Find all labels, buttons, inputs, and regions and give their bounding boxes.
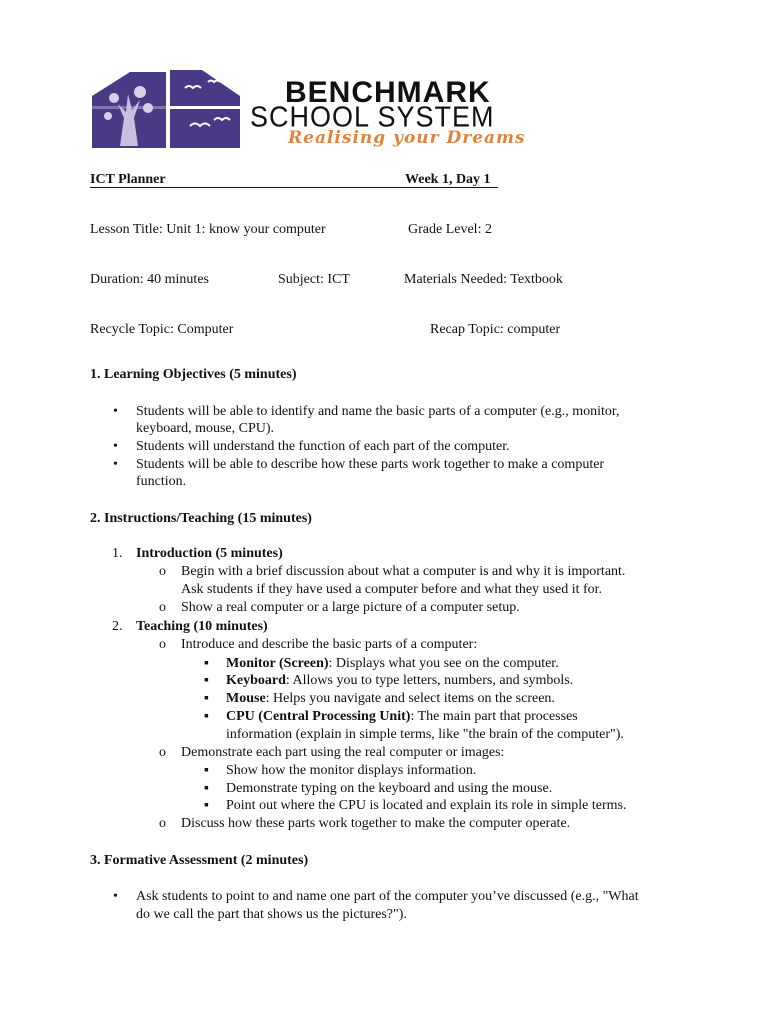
demo-item-2: Demonstrate typing on the keyboard and using the mouse.	[226, 781, 553, 796]
recap-topic: Recap Topic: computer	[430, 322, 561, 337]
part-cpu	[226, 708, 578, 725]
part-desc: : Displays what you see on the computer.	[328, 656, 559, 671]
square-marker: ▪	[204, 656, 209, 671]
objective-2: Students will understand the function of each part of the computer.	[136, 439, 510, 454]
section-heading-assessment: 3. Formative Assessment (2 minutes)	[90, 853, 309, 868]
objective-3-line2: function.	[136, 474, 187, 489]
part-mouse	[226, 690, 555, 707]
part-keyboard	[226, 672, 573, 689]
section-heading-instructions: 2. Instructions/Teaching (15 minutes)	[90, 511, 312, 526]
grade-level: Grade Level: 2	[408, 222, 492, 237]
objective-1-line1: Students will be able to identify and name the basic parts of a computer (e.g., monitor,	[136, 404, 620, 419]
duration: Duration: 40 minutes	[90, 272, 209, 287]
bullet-marker: •	[113, 439, 118, 454]
square-marker: ▪	[204, 763, 209, 778]
part-term: Keyboard	[226, 673, 286, 688]
teaching-title: Teaching (10 minutes)	[136, 619, 268, 634]
circle-marker: o	[159, 745, 166, 760]
list-number: 2.	[112, 619, 123, 634]
brand-tagline: Realising your Dreams	[288, 128, 526, 148]
week-day-label: Week 1, Day 1	[405, 172, 491, 187]
square-marker: ▪	[204, 798, 209, 813]
square-marker: ▪	[204, 709, 209, 724]
section-heading-objectives: 1. Learning Objectives (5 minutes)	[90, 367, 297, 382]
part-desc: : Helps you navigate and select items on the screen.	[265, 691, 555, 706]
planner-label: ICT Planner	[90, 172, 166, 187]
circle-marker: o	[159, 816, 166, 831]
materials-needed: Materials Needed: Textbook	[404, 272, 563, 287]
intro-item-1-line1: Begin with a brief discussion about what a computer is and why it is important.	[181, 564, 626, 579]
assessment-line1: Ask students to point to and name one part of the computer you’ve discussed (e.g., "What	[136, 889, 639, 904]
part-term: CPU (Central Processing Unit)	[226, 709, 411, 724]
part-term: Monitor (Screen)	[226, 656, 329, 671]
bullet-marker: •	[113, 889, 118, 904]
objective-1-line2: keyboard, mouse, CPU).	[136, 421, 275, 436]
intro-item-1-line2: Ask students if they have used a computer before and what they used it for.	[181, 582, 603, 597]
bullet-marker: •	[113, 404, 118, 419]
part-term: Mouse	[226, 691, 266, 706]
subject: Subject: ICT	[278, 272, 350, 287]
part-monitor	[226, 655, 559, 672]
objective-3-line1: Students will be able to describe how these parts work together to make a computer	[136, 457, 605, 472]
brand-name: BENCHMARK	[285, 76, 491, 109]
circle-marker: o	[159, 600, 166, 615]
circle-marker: o	[159, 564, 166, 579]
recycle-topic: Recycle Topic: Computer	[90, 322, 234, 337]
lesson-title: Lesson Title: Unit 1: know your computer	[90, 222, 326, 237]
planner-underline	[90, 187, 498, 188]
school-logo-icon	[90, 68, 242, 148]
introduction-title: Introduction (5 minutes)	[136, 546, 283, 561]
teach-item-3: Discuss how these parts work together to make the computer operate.	[181, 816, 571, 831]
teach-item-2: Demonstrate each part using the real computer or images:	[181, 745, 505, 760]
part-desc: : The main part that processes	[410, 709, 578, 724]
intro-item-2: Show a real computer or a large picture of a computer setup.	[181, 600, 520, 615]
circle-marker: o	[159, 637, 166, 652]
list-number: 1.	[112, 546, 123, 561]
square-marker: ▪	[204, 781, 209, 796]
part-desc: : Allows you to type letters, numbers, and symbols.	[285, 673, 574, 688]
part-cpu-line2: information (explain in simple terms, like "the brain of the computer").	[226, 727, 624, 742]
demo-item-3: Point out where the CPU is located and explain its role in simple terms.	[226, 798, 627, 813]
bullet-marker: •	[113, 457, 118, 472]
demo-item-1: Show how the monitor displays information.	[226, 763, 477, 778]
square-marker: ▪	[204, 673, 209, 688]
teach-item-1: Introduce and describe the basic parts of a computer:	[181, 637, 478, 652]
brand-subname: SCHOOL SYSTEM	[250, 101, 495, 133]
square-marker: ▪	[204, 691, 209, 706]
assessment-line2: do we call the part that shows us the pictures?").	[136, 907, 407, 922]
